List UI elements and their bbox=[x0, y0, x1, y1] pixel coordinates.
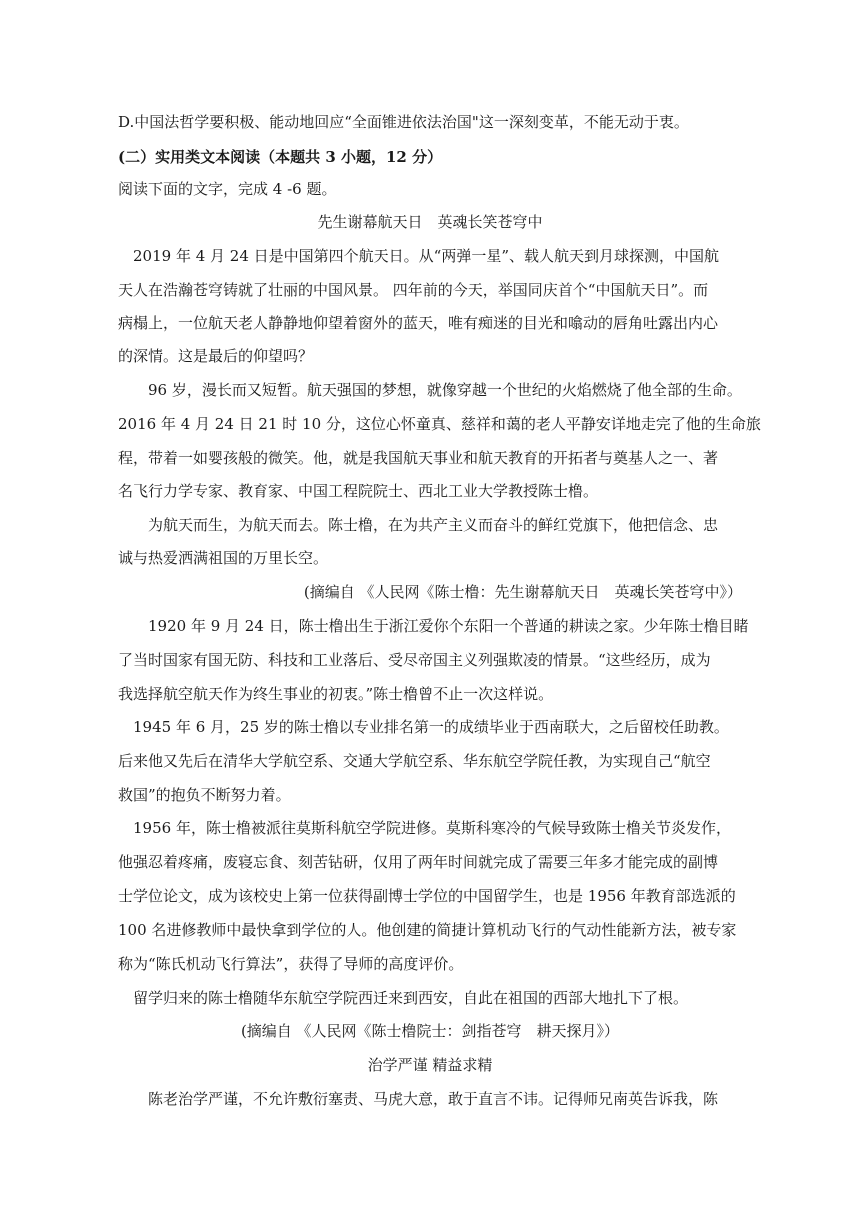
paragraph-line: 留学归来的陈士橹随华东航空学院西迁来到西安，自此在祖国的西部大地扎下了根。 bbox=[118, 989, 689, 1007]
paragraph-line: 1920 年 9 月 24 日，陈士橹出生于浙江爱你个东阳一个普通的耕读之家。少年陈士橹目睹 bbox=[118, 617, 749, 635]
source-citation-2: (摘编自 《人民网《陈士橹院士：剑指苍穹 耕天探月》） bbox=[240, 1022, 620, 1040]
paragraph-line: 天人在浩瀚苍穹铸就了壮丽的中国风景。 四年前的今天，举国同庆首个“中国航天日”。而 bbox=[118, 281, 709, 299]
paragraph-line: 病榻上，一位航天老人静静地仰望着窗外的蓝天，唯有痴迷的目光和噏动的唇角吐露出内心 bbox=[118, 314, 719, 332]
paragraph-line: 陈老治学严谨，不允许敷衍塞责、马虎大意，敢于直言不讳。记得师兄南英告诉我，陈 bbox=[118, 1090, 719, 1108]
paragraph-line: 了当时国家有国无防、科技和工业落后、受尽帝国主义列强欺凌的情景。“这些经历，成为 bbox=[118, 651, 711, 669]
paragraph-line: 程，带着一如婴孩般的微笑。他，就是我国航天事业和航天教育的开拓者与奠基人之一、著 bbox=[118, 449, 719, 467]
paragraph-line: 救国”的抱负不断努力着。 bbox=[118, 786, 291, 804]
paragraph-line: 士学位论文，成为该校史上第一位获得副博士学位的中国留学生，也是 1956 年教育部选派的 bbox=[118, 887, 736, 905]
paragraph-line: 1945 年 6 月，25 岁的陈士橹以专业排名第一的成绩毕业于西南联大，之后留校任助教。 bbox=[118, 718, 729, 736]
paragraph-line: 96 岁，漫长而又短暂。航天强国的梦想，就像穿越一个世纪的火焰燃烧了他全部的生命。 bbox=[118, 381, 742, 399]
instruction: 阅读下面的文字，完成 4 -6 题。 bbox=[118, 180, 337, 198]
article-title-1: 先生谢幕航天日 英魂长笑苍穹中 bbox=[317, 213, 543, 231]
option-d: D.中国法哲学要积极、能动地回应“全面锥进依法治国"这一深刻变革，不能无动于衷。 bbox=[118, 113, 689, 131]
paragraph-line: 他强忍着疼痛，废寝忘食、刻苦钻研，仅用了两年时间就完成了需要三年多才能完成的副博 bbox=[118, 853, 719, 871]
paragraph-line: 的深情。这是最后的仰望吗？ bbox=[118, 347, 314, 365]
paragraph-line: 诚与热爱洒满祖国的万里长空。 bbox=[118, 549, 329, 567]
paragraph-line: 名飞行力学专家、教育家、中国工程院院士、西北工业大学教授陈士橹。 bbox=[118, 482, 599, 500]
paragraph-line: 为航天而生，为航天而去。陈士橹，在为共产主义而奋斗的鲜红党旗下，他把信念、忠 bbox=[118, 516, 719, 534]
section-heading: (二）实用类文本阅读（本题共 3 小题，12 分） bbox=[118, 148, 443, 166]
paragraph-line: 我选择航空航天作为终生事业的初衷。”陈士橹曾不止一次这样说。 bbox=[118, 685, 554, 703]
article-title-2: 治学严谨 精益求精 bbox=[367, 1056, 493, 1074]
source-citation-1: (摘编自 《人民网《陈士橹：先生谢幕航天日 英魂长笑苍穹中》） bbox=[303, 583, 742, 601]
paragraph-line: 2016 年 4 月 24 日 21 时 10 分，这位心怀童真、慈祥和蔼的老人平静安详地走完了他的生命旅 bbox=[118, 415, 761, 433]
paragraph-line: 称为“陈氏机动飞行算法”，获得了导师的高度评价。 bbox=[118, 955, 464, 973]
paragraph-line: 2019 年 4 月 24 日是中国第四个航天日。从“两弹一星”、载人航天到月球探测，中国航 bbox=[118, 247, 719, 265]
paragraph-line: 后来他又先后在清华大学航空系、交通大学航空系、华东航空学院任教，为实现自己“航空 bbox=[118, 752, 711, 770]
paragraph-line: 100 名进修教师中最快拿到学位的人。他创建的简捷计算机动飞行的气动性能新方法，被专家 bbox=[118, 921, 737, 939]
paragraph-line: 1956 年，陈士橹被派往莫斯科航空学院进修。莫斯科寒冷的气候导致陈士橹关节炎发作， bbox=[118, 819, 731, 837]
